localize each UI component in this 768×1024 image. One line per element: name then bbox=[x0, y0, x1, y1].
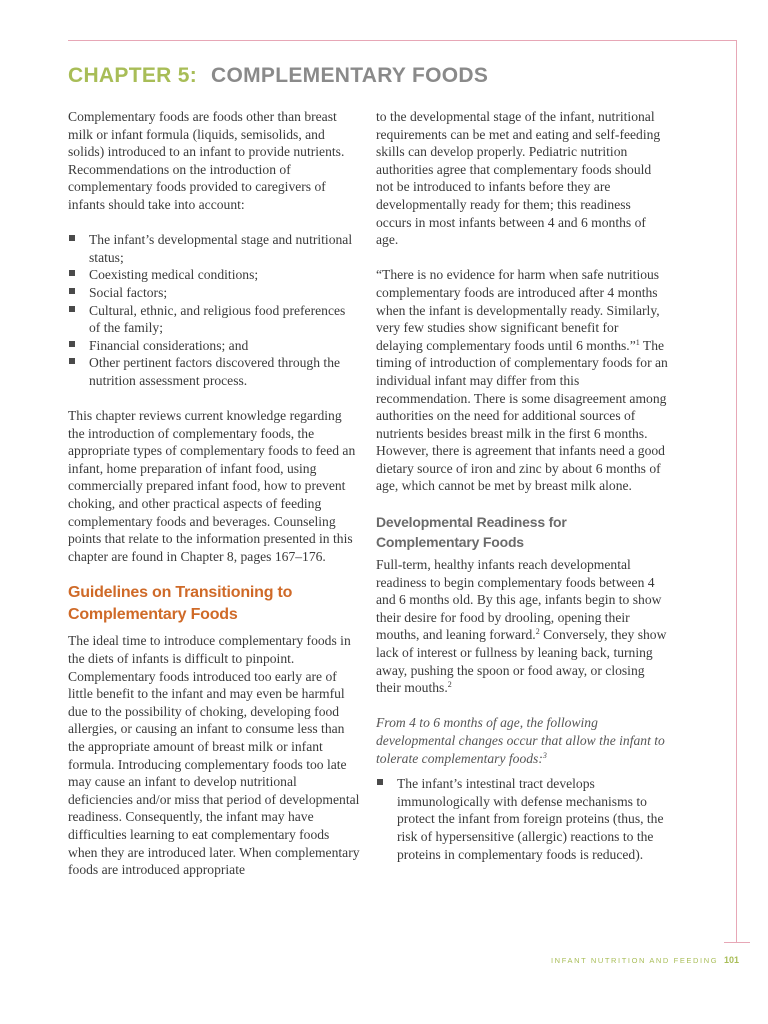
list-item: The infant’s developmental stage and nutritional status; bbox=[68, 231, 360, 266]
footnote-ref: 1 bbox=[635, 337, 640, 347]
list-item: Financial considerations; and bbox=[68, 337, 360, 355]
chapter-title: COMPLEMENTARY FOODS bbox=[211, 64, 489, 87]
guidelines-paragraph: The ideal time to introduce complementary foods in the diets of infants is difficult to pinpoint. Complementary foods introduced too early are of little benefit to the infant and may even be harmful due to the possibility of choking, developing food allergies, or causing an infant to consume less than the appropriate amount of breast milk or infant formula. Introducing complementary foods too late may cause an infant to develop nutritional deficiencies and/or miss that period of developmental readiness. Consequently, the infant may have difficulties learning to eat complementary foods when they are introduced later. When complementary foods are introduced appropriate bbox=[68, 633, 360, 878]
readiness-paragraph bbox=[376, 556, 668, 697]
chapter-review-paragraph: This chapter reviews current knowledge regarding the introduction of complementary foods, the appropriate types of complementary foods to feed an infant, home preparation of infant food, using commercially prepared infant food, how to prevent choking, and other practical aspects of feeding complementary foods and beverages. Counseling points that relate to the information presented in this chapter are found in Chapter 8, pages 167–176. bbox=[68, 408, 356, 564]
list-item: Social factors; bbox=[68, 284, 360, 302]
intro-paragraph: Complementary foods are foods other than breast milk or infant formula (liquids, semisolids, and solids) introduced to an infant to provide nutrients. Recommendations on the introduction of complementary foods provided to caregivers of infants should take into account: bbox=[68, 109, 345, 212]
footnote-ref: 2 bbox=[535, 627, 540, 637]
readiness-text: Full-term, healthy infants reach developmental readiness to begin complementary foods between 4 and 6 months old. By this age, infants begin to show their desire for food by drooling, opening their mouths, and leaning forward. bbox=[376, 557, 662, 643]
footer-rule-tick bbox=[724, 942, 750, 943]
section-heading-guidelines: Guidelines on Transitioning to Complementary Foods bbox=[68, 584, 293, 624]
continuation-paragraph: to the developmental stage of the infant, nutritional requirements can be met and eating and self-feeding skills can develop properly. Pediatric nutrition authorities agree that complementary foods should not be introduced to infants before they are developmentally ready for them; this readiness occurs in most infants between 4 and 6 months of age. bbox=[376, 109, 661, 248]
quote-paragraph bbox=[376, 266, 668, 495]
developmental-changes-intro bbox=[376, 714, 668, 767]
italic-intro-text: From 4 to 6 months of age, the following developmental changes occur that allow the infant to tolerate complementary foods: bbox=[376, 715, 665, 766]
section-heading-readiness: Developmental Readiness for Complementary Foods bbox=[376, 514, 567, 551]
list-item: The infant’s intestinal tract develops immunologically with defense mechanisms to protect the infant from foreign proteins (thus, the risk of hypersensitive (allergic) reactions to the proteins in complementary foods is reduced). bbox=[376, 775, 668, 863]
chapter-number: CHAPTER 5: bbox=[68, 64, 198, 87]
page-number: 101 bbox=[724, 955, 740, 965]
quote-text: “There is no evidence for harm when safe nutritious complementary foods are introduced after 4 months when the infant is developmentally ready. Similarly, very few studies show significant benefit for delaying complementary foods until 6 months.” bbox=[376, 267, 660, 353]
running-footer: INFANT NUTRITION AND FEEDING bbox=[551, 956, 719, 965]
list-item: Other pertinent factors discovered through the nutrition assessment process. bbox=[68, 354, 360, 389]
quote-followup-text: The timing of introduction of complementary foods for an individual infant may differ from this recommendation. There is some disagreement among authorities on the need for additional sources of nutrients besides breast milk in the first 6 months. However, there is agreement that infants need a good dietary source of iron and zinc by about 6 months of age, which cannot be met by breast milk alone. bbox=[376, 337, 668, 494]
list-item: Coexisting medical conditions; bbox=[68, 266, 360, 284]
footnote-ref: 2 bbox=[447, 680, 452, 690]
right-column bbox=[376, 108, 668, 863]
considerations-list bbox=[68, 231, 360, 389]
list-item: Cultural, ethnic, and religious food preferences of the family; bbox=[68, 302, 360, 337]
developmental-changes-list bbox=[376, 775, 668, 863]
top-rule bbox=[68, 40, 736, 41]
readiness-text-cont: Conversely, they show lack of interest or fullness by leaning back, turning away, pushing the spoon or food away, or closing their mouths. bbox=[376, 627, 667, 696]
left-column bbox=[68, 108, 360, 879]
chapter-heading bbox=[68, 64, 488, 88]
right-rule bbox=[736, 40, 737, 942]
footnote-ref: 3 bbox=[542, 750, 547, 760]
